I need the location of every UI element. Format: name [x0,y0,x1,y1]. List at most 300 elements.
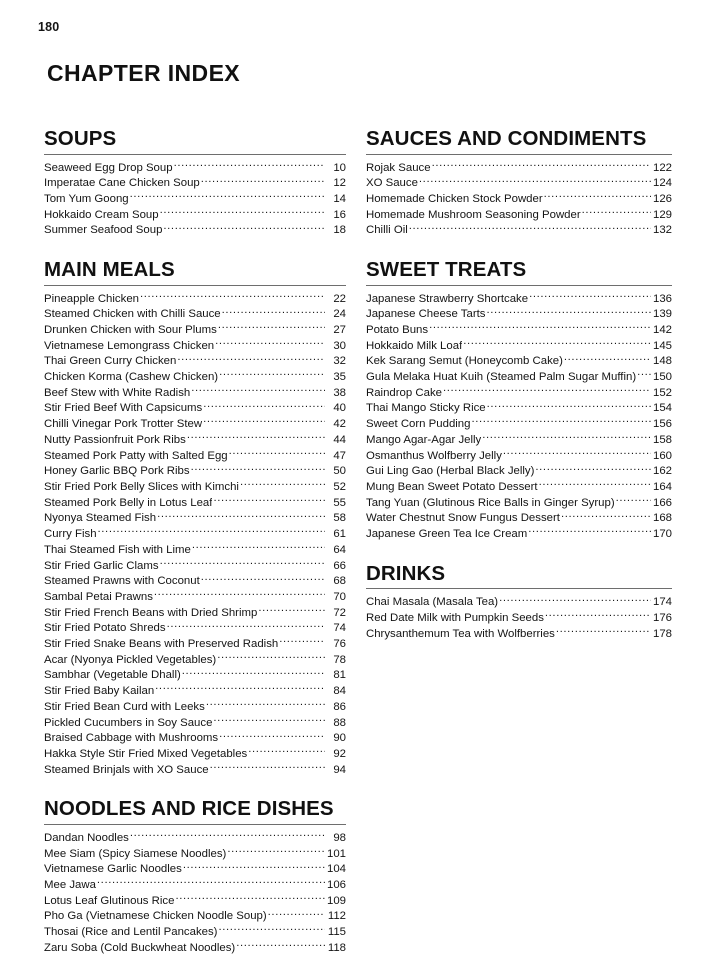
page-title: CHAPTER INDEX [47,60,241,86]
entry-page-number: 16 [333,208,346,221]
dot-leader [183,861,325,872]
dot-leader [177,353,325,364]
index-entry-list [366,594,672,641]
entry-title: Steamed Prawns with Coconut [44,575,200,588]
dot-leader [564,353,651,364]
entry-title: Chicken Korma (Cashew Chicken) [44,371,219,384]
entry-page-number: 88 [333,716,346,729]
entry-page-number: 139 [652,308,672,321]
entry-page-number: 72 [333,606,346,619]
entry-title: Sambal Petai Prawns [44,590,153,603]
dot-leader [582,207,651,218]
entry-title: Mung Bean Sweet Potato Dessert [366,480,538,493]
dot-leader [219,730,325,741]
entry-page-number: 44 [333,433,346,446]
entry-title: Stir Fried Garlic Clams [44,559,159,572]
entry-title: Steamed Pork Belly in Lotus Leaf [44,496,213,509]
index-entry[interactable] [366,207,672,223]
index-entry[interactable] [366,160,672,176]
entry-page-number: 86 [333,700,346,713]
entry-page-number: 164 [652,480,672,493]
entry-title: Japanese Strawberry Shortcake [366,292,529,305]
index-entry[interactable] [44,940,346,955]
dot-leader [191,385,325,396]
dot-leader [160,207,325,218]
dot-leader [482,432,651,443]
dot-leader [535,463,651,474]
left-column [44,128,346,955]
dot-leader [487,400,651,411]
entry-title: Dandan Noodles [44,831,129,844]
entry-page-number: 24 [333,308,346,321]
index-entry[interactable] [44,683,346,699]
entry-title: Stir Fried Snake Beans with Preserved Radish [44,638,279,651]
section-divider [366,285,672,286]
entry-page-number: 158 [652,433,672,446]
index-entry-list [44,160,346,239]
entry-page-number: 126 [652,192,672,205]
dot-leader [192,542,325,553]
entry-title: Vietnamese Garlic Noodles [44,863,182,876]
index-section [366,128,672,238]
dot-leader [175,893,325,904]
entry-title: Tom Yum Goong [44,192,129,205]
index-entry[interactable] [366,369,672,385]
dot-leader [167,620,325,631]
dot-leader [154,589,325,600]
entry-title: Pineapple Chicken [44,292,139,305]
entry-page-number: 42 [333,418,346,431]
index-entry-list [366,291,672,542]
entry-title: Stir Fried Pork Belly Slices with Kimchi [44,480,239,493]
index-entry[interactable] [44,369,346,385]
entry-page-number: 129 [652,208,672,221]
entry-title: Chilli Vinegar Pork Trotter Stew [44,418,203,431]
dot-leader [213,715,325,726]
entry-title: Potato Buns [366,323,429,336]
entry-page-number: 136 [652,292,672,305]
entry-title: Steamed Brinjals with XO Sauce [44,763,209,776]
dot-leader [191,463,325,474]
entry-title: Summer Seafood Soup [44,224,163,237]
index-entry[interactable] [366,448,672,464]
entry-title: Pho Ga (Vietnamese Chicken Noodle Soup) [44,910,267,923]
section-heading: SAUCES AND CONDIMENTS [366,127,647,150]
dot-leader [203,416,325,427]
index-entry[interactable] [44,291,346,307]
dot-leader [471,416,651,427]
index-entry[interactable] [44,222,346,238]
dot-leader [157,510,325,521]
dot-leader [463,338,651,349]
dot-leader [443,385,651,396]
dot-leader [432,160,651,171]
index-entry[interactable] [44,191,346,207]
entry-page-number: 145 [652,339,672,352]
index-entry[interactable] [366,385,672,401]
dot-leader [201,573,325,584]
entry-page-number: 55 [333,496,346,509]
entry-title: Sambhar (Vegetable Dhall) [44,669,181,682]
entry-title: Stir Fried Baby Kailan [44,685,155,698]
entry-page-number: 104 [326,863,346,876]
entry-page-number: 101 [326,847,346,860]
index-entry[interactable] [366,526,672,542]
entry-page-number: 35 [333,371,346,384]
entry-title: Steamed Chicken with Chilli Sauce [44,308,221,321]
dot-leader [227,846,325,857]
index-entry[interactable] [366,594,672,610]
index-entry[interactable] [44,861,346,877]
index-entry[interactable] [44,207,346,223]
entry-title: Raindrop Cake [366,386,442,399]
dot-leader [561,510,651,521]
index-entry[interactable] [44,416,346,432]
entry-title: Homemade Chicken Stock Powder [366,192,543,205]
dot-leader [210,762,325,773]
entry-page-number: 64 [333,543,346,556]
entry-title: Gui Ling Gao (Herbal Black Jelly) [366,465,535,478]
entry-page-number: 14 [333,192,346,205]
index-entry[interactable] [44,448,346,464]
entry-page-number: 38 [333,386,346,399]
section-heading: DRINKS [366,561,446,585]
entry-page-number: 27 [333,323,346,336]
entry-title: Japanese Green Tea Ice Cream [366,528,528,541]
entry-page-number: 66 [333,559,346,572]
entry-page-number: 74 [333,622,346,635]
dot-leader [130,830,325,841]
dot-leader [203,400,325,411]
dot-leader [222,306,325,317]
index-entry[interactable] [44,908,346,924]
index-section [366,563,672,642]
index-entry[interactable] [366,510,672,526]
index-entry[interactable] [44,463,346,479]
entry-title: Drunken Chicken with Sour Plums [44,323,217,336]
dot-leader [637,369,651,380]
dot-leader [486,306,651,317]
entry-page-number: 178 [652,627,672,640]
entry-page-number: 166 [652,496,672,509]
entry-title: Thai Green Curry Chicken [44,355,177,368]
index-entry-list [44,830,346,955]
index-entry[interactable] [44,730,346,746]
dot-leader [429,322,651,333]
index-entry[interactable] [44,924,346,940]
entry-title: Red Date Milk with Pumpkin Seeds [366,612,544,625]
entry-page-number: 170 [652,528,672,541]
entry-page-number: 174 [652,596,672,609]
index-entry[interactable] [44,746,346,762]
entry-page-number: 52 [333,480,346,493]
dot-leader [219,369,325,380]
entry-page-number: 84 [333,685,346,698]
index-entry[interactable] [44,589,346,605]
entry-page-number: 176 [652,612,672,625]
entry-page-number: 76 [333,638,346,651]
entry-title: Thosai (Rice and Lentil Pancakes) [44,926,218,939]
index-entry[interactable] [44,877,346,893]
entry-title: Mee Siam (Spicy Siamese Noodles) [44,847,227,860]
entry-page-number: 40 [333,402,346,415]
index-entry[interactable] [366,353,672,369]
index-section [44,259,346,777]
index-entry[interactable] [44,385,346,401]
index-entry[interactable] [44,400,346,416]
dot-leader [218,322,325,333]
entry-title: Honey Garlic BBQ Pork Ribs [44,465,190,478]
entry-page-number: 98 [333,831,346,844]
entry-title: Water Chestnut Snow Fungus Dessert [366,512,560,525]
entry-page-number: 47 [333,449,346,462]
dot-leader [248,746,325,757]
entry-title: Nyonya Steamed Fish [44,512,157,525]
entry-title: Lotus Leaf Glutinous Rice [44,894,175,907]
entry-title: Acar (Nyonya Pickled Vegetables) [44,653,217,666]
index-entry[interactable] [44,542,346,558]
entry-page-number: 118 [327,941,346,954]
dot-leader [528,526,651,537]
entry-title: Seaweed Egg Drop Soup [44,161,173,174]
index-entry[interactable] [44,652,346,668]
entry-page-number: 132 [652,224,672,237]
index-entry[interactable] [366,222,672,238]
index-entry[interactable] [44,715,346,731]
section-heading: SOUPS [44,127,117,150]
entry-title: Mango Agar-Agar Jelly [366,433,482,446]
index-entry[interactable] [44,495,346,511]
index-entry[interactable] [44,893,346,909]
entry-page-number: 150 [652,371,672,384]
entry-page-number: 10 [333,161,346,174]
dot-leader [556,626,651,637]
entry-title: Thai Steamed Fish with Lime [44,543,191,556]
entry-page-number: 50 [333,465,346,478]
index-entry[interactable] [366,610,672,626]
dot-leader [409,222,651,233]
entry-title: Kek Sarang Semut (Honeycomb Cake) [366,355,563,368]
index-entry[interactable] [44,636,346,652]
entry-page-number: 22 [333,292,346,305]
entry-title: Rojak Sauce [366,161,431,174]
entry-title: Stir Fried French Beans with Dried Shrimp [44,606,258,619]
index-entry[interactable] [366,626,672,642]
dot-leader [236,940,325,951]
entry-page-number: 81 [333,669,346,682]
dot-leader [217,652,325,663]
entry-title: Hokkaido Milk Loaf [366,339,463,352]
entry-page-number: 142 [652,323,672,336]
index-section [366,259,672,542]
dot-leader [229,448,325,459]
entry-title: Steamed Pork Patty with Salted Egg [44,449,228,462]
index-entry-list [44,291,346,778]
index-entry[interactable] [366,416,672,432]
index-entry[interactable] [366,191,672,207]
entry-page-number: 70 [333,590,346,603]
section-divider [44,285,346,286]
entry-title: Nutty Passionfruit Pork Ribs [44,433,186,446]
dot-leader [155,683,325,694]
entry-page-number: 30 [333,339,346,352]
section-divider [366,154,672,155]
index-entry[interactable] [44,830,346,846]
dot-leader [160,558,325,569]
entry-page-number: 12 [333,177,346,190]
index-entry[interactable] [366,400,672,416]
index-entry[interactable] [44,526,346,542]
entry-page-number: 68 [333,575,346,588]
index-entry[interactable] [366,338,672,354]
dot-leader [163,222,325,233]
dot-leader [213,495,325,506]
dot-leader [130,191,325,202]
entry-page-number: 148 [652,355,672,368]
entry-page-number: 61 [333,528,346,541]
entry-title: Chai Masala (Masala Tea) [366,596,499,609]
index-entry[interactable] [44,306,346,322]
entry-page-number: 94 [333,763,346,776]
index-section [44,128,346,238]
dot-leader [182,667,325,678]
index-entry[interactable] [366,175,672,191]
entry-title: Curry Fish [44,528,97,541]
dot-leader [503,448,651,459]
entry-title: Homemade Mushroom Seasoning Powder [366,208,581,221]
entry-page-number: 112 [327,910,346,923]
dot-leader [419,175,651,186]
dot-leader [529,291,651,302]
entry-page-number: 58 [333,512,346,525]
dot-leader [616,495,651,506]
dot-leader [187,432,325,443]
entry-title: Stir Fried Beef With Capsicums [44,402,203,415]
entry-title: Tang Yuan (Glutinous Rice Balls in Ginger Syrup) [366,496,615,509]
entry-page-number: 162 [652,465,672,478]
index-entry[interactable] [44,338,346,354]
entry-page-number: 168 [652,512,672,525]
index-entry[interactable] [366,306,672,322]
index-section [44,798,346,955]
page-number: 180 [38,20,60,34]
index-entry[interactable] [44,762,346,778]
index-entry[interactable] [366,291,672,307]
entry-title: Hakka Style Stir Fried Mixed Vegetables [44,747,248,760]
entry-page-number: 92 [333,747,346,760]
index-entry[interactable] [44,605,346,621]
dot-leader [258,605,325,616]
entry-title: Zaru Soba (Cold Buckwheat Noodles) [44,941,236,954]
entry-title: Thai Mango Sticky Rice [366,402,486,415]
entry-title: Pickled Cucumbers in Soy Sauce [44,716,213,729]
entry-title: Beef Stew with White Radish [44,386,191,399]
dot-leader [215,338,325,349]
dot-leader [279,636,325,647]
index-entry[interactable] [44,353,346,369]
dot-leader [206,699,325,710]
section-divider [44,154,346,155]
entry-page-number: 18 [333,224,346,237]
dot-leader [98,526,325,537]
entry-title: Hokkaido Cream Soup [44,208,159,221]
section-heading: MAIN MEALS [44,258,175,282]
entry-title: XO Sauce [366,177,418,190]
entry-page-number: 122 [652,161,672,174]
entry-page-number: 109 [326,894,346,907]
entry-page-number: 115 [327,926,346,939]
entry-page-number: 154 [652,402,672,415]
dot-leader [268,908,325,919]
entry-title: Chrysanthemum Tea with Wolfberries [366,627,555,640]
entry-title: Stir Fried Potato Shreds [44,622,166,635]
dot-leader [539,479,651,490]
entry-page-number: 124 [652,177,672,190]
index-entry[interactable] [366,479,672,495]
entry-page-number: 78 [333,653,346,666]
index-entry[interactable] [44,558,346,574]
entry-title: Imperatae Cane Chicken Soup [44,177,200,190]
entry-title: Mee Jawa [44,878,96,891]
index-entry[interactable] [44,667,346,683]
dot-leader [201,175,325,186]
index-entry[interactable] [44,620,346,636]
entry-title: Braised Cabbage with Mushrooms [44,732,219,745]
entry-title: Osmanthus Wolfberry Jelly [366,449,502,462]
entry-title: Vietnamese Lemongrass Chicken [44,339,215,352]
entry-title: Gula Melaka Huat Kuih (Steamed Palm Sugar Muffin) [366,371,637,384]
index-entry[interactable] [44,510,346,526]
entry-title: Stir Fried Bean Curd with Leeks [44,700,205,713]
entry-page-number: 160 [652,449,672,462]
index-entry[interactable] [44,699,346,715]
entry-title: Japanese Cheese Tarts [366,308,486,321]
index-entry[interactable] [44,479,346,495]
index-entry-list [366,160,672,239]
index-entry[interactable] [44,175,346,191]
entry-page-number: 90 [333,732,346,745]
entry-page-number: 32 [333,355,346,368]
index-entry[interactable] [44,573,346,589]
entry-page-number: 152 [652,386,672,399]
dot-leader [140,291,325,302]
section-divider [366,588,672,589]
index-entry[interactable] [44,432,346,448]
dot-leader [218,924,325,935]
index-entry[interactable] [366,322,672,338]
section-divider [44,824,346,825]
dot-leader [97,877,325,888]
section-heading: NOODLES AND RICE DISHES [44,797,334,821]
index-entry[interactable] [44,160,346,176]
section-heading: SWEET TREATS [366,258,527,282]
dot-leader [544,191,651,202]
dot-leader [240,479,325,490]
index-entry[interactable] [366,463,672,479]
index-entry[interactable] [44,322,346,338]
index-entry[interactable] [366,495,672,511]
dot-leader [499,594,651,605]
dot-leader [545,610,651,621]
entry-title: Chilli Oil [366,224,408,237]
entry-page-number: 156 [652,418,672,431]
right-column [366,128,672,641]
dot-leader [174,160,325,171]
index-entry[interactable] [44,846,346,862]
entry-page-number: 106 [326,878,346,891]
entry-title: Sweet Corn Pudding [366,418,471,431]
index-entry[interactable] [366,432,672,448]
